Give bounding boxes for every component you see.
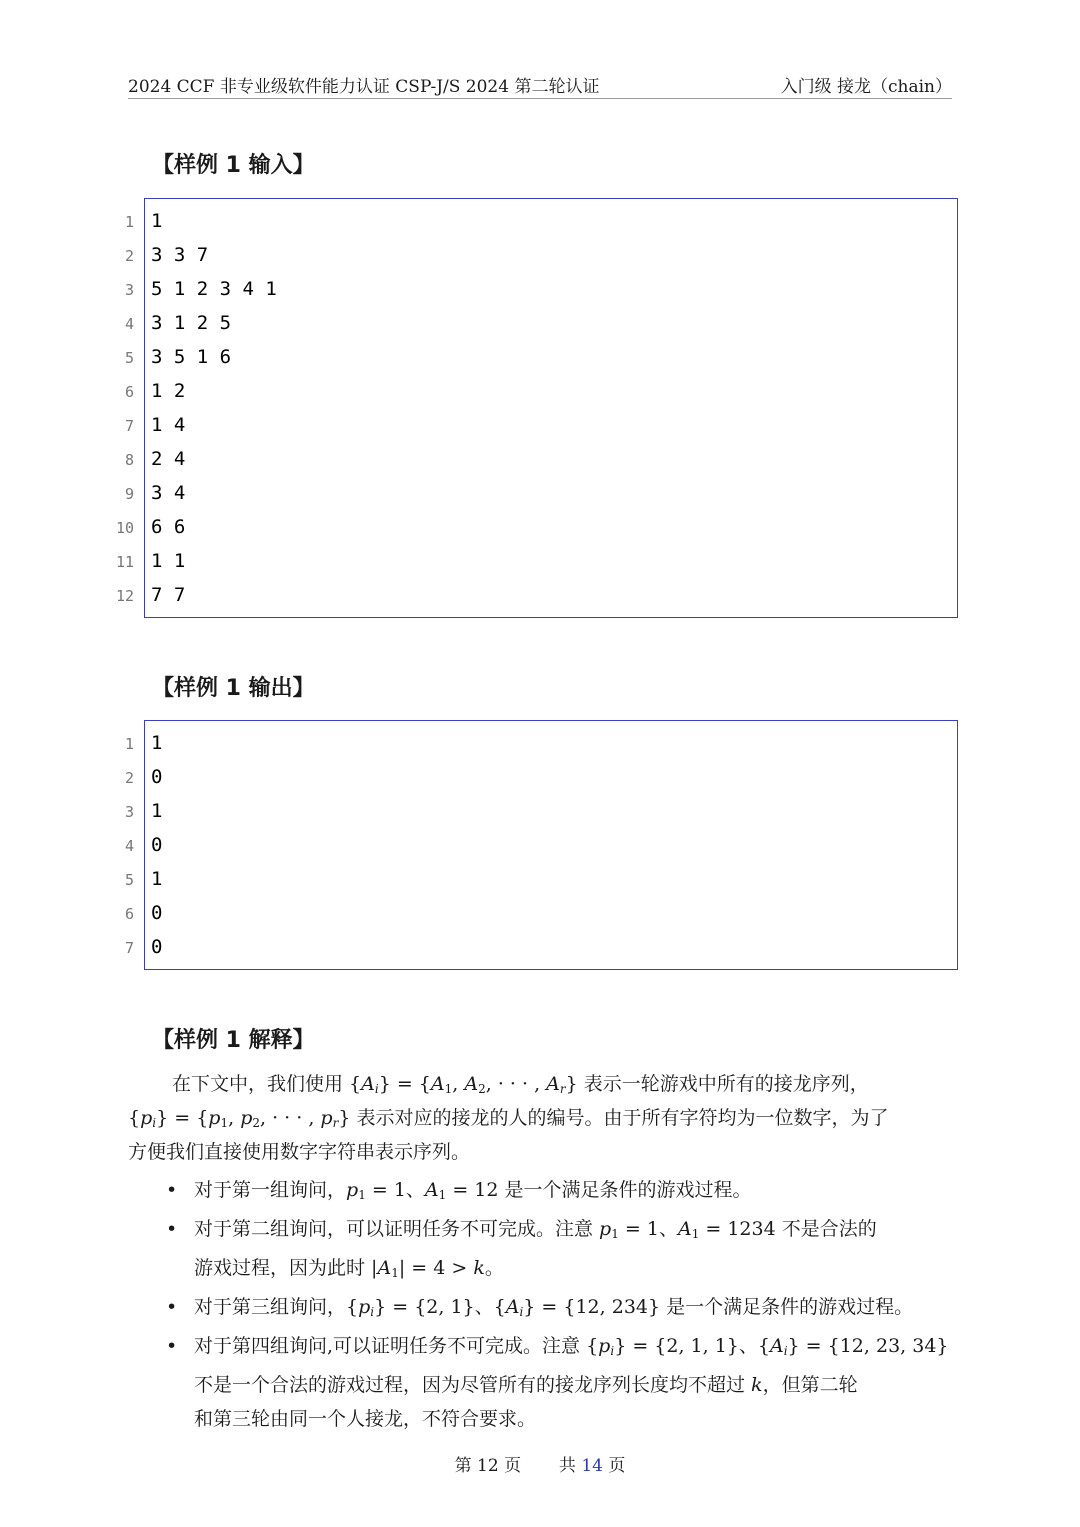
output-code-line: 0 [151,766,163,788]
explanation-paragraph-line2: $\{p_i\} = \{p_1$, $p_2$, · · · , $p_r$} 表示对应的接龙的人的编号。由于所有字符均为一位数字，为了 [128,1107,889,1130]
output-code-line: 0 [151,834,163,856]
list-item: • 对于第一组询问，$p_1 = 1$、$A_1 = 12$ 是一个满足条件的游戏过程。 [160,1173,960,1212]
bullet-icon: • [166,1296,178,1318]
sample-output-title: 【样例 1 输出】 [152,676,315,701]
input-code-line: 1 4 [151,414,186,436]
output-code-line: 1 [151,868,163,890]
input-code-line: 2 4 [151,448,186,470]
sample-input-box [144,198,958,618]
input-line-number: 8 [124,451,134,469]
input-code-line: 5 1 2 3 4 1 [151,278,277,300]
total-label-pre: 共 [558,1456,576,1476]
sample-output-box [144,720,958,970]
output-line-number: 6 [124,905,134,923]
input-code-line: 1 2 [151,380,186,402]
input-line-number: 5 [124,349,134,367]
page-label-pre: 第 [454,1456,472,1476]
total-pages[interactable]: 14 [581,1456,603,1476]
list-item: • 对于第三组询问，$\{p_i\} = \{2$, 1}、$\{A_i\} = \{12$, 234} 是一个满足条件的游戏过程。 [160,1290,960,1329]
input-line-number: 12 [115,587,134,605]
bullet-icon: • [166,1179,178,1201]
page-number: 12 [477,1456,499,1476]
output-line-number: 2 [124,769,134,787]
input-code-line: 7 7 [151,584,186,606]
input-line-number: 9 [124,485,134,503]
output-code-line: 0 [151,936,163,958]
output-line-number: 4 [124,837,134,855]
output-line-number: 3 [124,803,134,821]
output-line-number: 7 [124,939,134,957]
explanation-list [160,1173,960,1436]
input-line-number: 10 [115,519,134,537]
list-item: • 对于第二组询问，可以证明任务不可完成。注意 $p_1 = 1$、$A_1 = 1234$ 不是合法的 游戏过程，因为此时 $|A_1| = 4 > k$。 [160,1212,960,1290]
input-code-line: 3 1 2 5 [151,312,232,334]
input-code-line: 3 5 1 6 [151,346,232,368]
input-code-line: 3 4 [151,482,186,504]
page-footer [0,1451,1080,1476]
input-code-line: 1 [151,210,163,232]
input-line-number: 2 [124,247,134,265]
explanation-paragraph: 在下文中，我们使用 $\{A_i\} = \{A_1$, $A_2$, · · · , $A_r$} 表示一轮游戏中所有的接龙序列， [172,1073,869,1096]
explanation-paragraph-line3: 方便我们直接使用数字字符串表示序列。 [128,1141,471,1163]
input-line-number: 7 [124,417,134,435]
input-code-line: 1 1 [151,550,186,572]
input-line-number: 11 [115,553,134,571]
output-line-number: 5 [124,871,134,889]
output-code-line: 0 [151,902,163,924]
sample-input-title: 【样例 1 输入】 [152,153,315,178]
input-line-number: 4 [124,315,134,333]
output-code-line: 1 [151,732,163,754]
input-line-number: 3 [124,281,134,299]
header-left: 2024 CCF 非专业级软件能力认证 CSP-J/S 2024 第二轮认证 [128,77,600,97]
input-code-line: 6 6 [151,516,186,538]
input-line-number: 6 [124,383,134,401]
bullet-icon: • [166,1218,178,1240]
header-right: 入门级 接龙（chain） [780,77,952,97]
output-code-line: 1 [151,800,163,822]
explanation-title: 【样例 1 解释】 [152,1028,315,1053]
page-label-post: 页 [504,1456,522,1476]
bullet-icon: • [166,1335,178,1357]
input-code-line: 3 3 7 [151,244,209,266]
input-line-number: 1 [124,213,134,231]
list-item: • 对于第四组询问,可以证明任务不可完成。注意 $\{p_i\} = \{2$, 1, 1}、$\{A_i\} = \{12$, 23, 34} 不是一个合法的游戏过程，因为尽管所有的接龙序列长度均不超过 k，但第二轮 和第三轮由同一个人接龙，不符合要求。 [160,1329,960,1436]
total-label-post: 页 [608,1456,626,1476]
output-line-number: 1 [124,735,134,753]
page-header [128,70,952,99]
